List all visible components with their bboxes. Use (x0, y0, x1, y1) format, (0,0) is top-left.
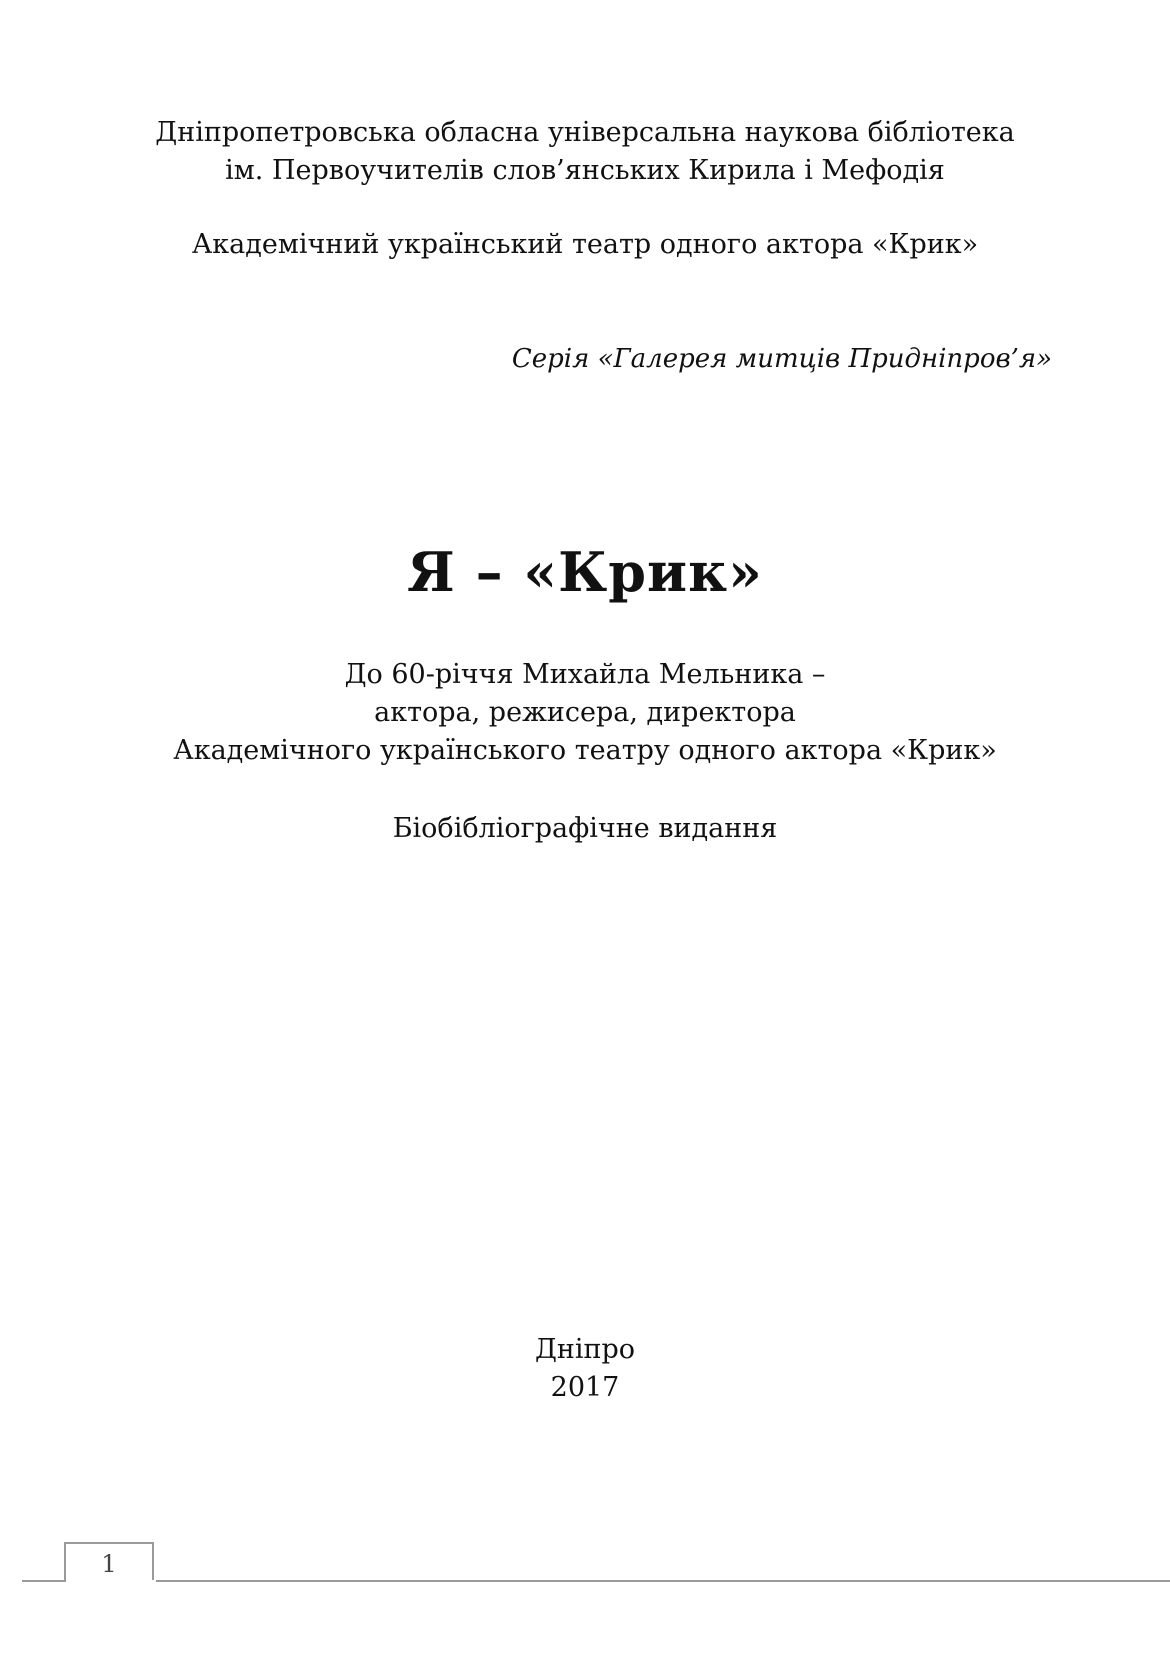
institution-line-2: ім. Первоучителів слов’янських Кирила і Мефодія (225, 155, 945, 186)
dedication-line-2: актора, режисера, директора (374, 697, 796, 728)
page-footer (0, 1542, 1170, 1582)
footer-rule-right (156, 1580, 1170, 1582)
imprint-city: Дніпро (534, 1334, 636, 1365)
dedication-line-1: До 60-річчя Михайла Мельника – (344, 659, 826, 690)
footer-rule-left (22, 1580, 66, 1582)
page-number: 1 (101, 1550, 117, 1578)
dedication-line-3: Академічного українського театру одного актора «Крик» (173, 735, 997, 766)
page-number-tab (64, 1542, 154, 1580)
publication-type: Біобібліографічне видання (392, 813, 778, 844)
book-title: Я – «Крик» (407, 540, 763, 604)
series-name: Серія «Галерея митців Придніпров’я» (511, 344, 1052, 374)
theatre-name: Академічний український театр одного актора «Крик» (191, 229, 979, 260)
imprint-year: 2017 (550, 1372, 620, 1403)
institution-line-1: Дніпропетровська обласна універсальна наукова бібліотека (155, 117, 1015, 148)
